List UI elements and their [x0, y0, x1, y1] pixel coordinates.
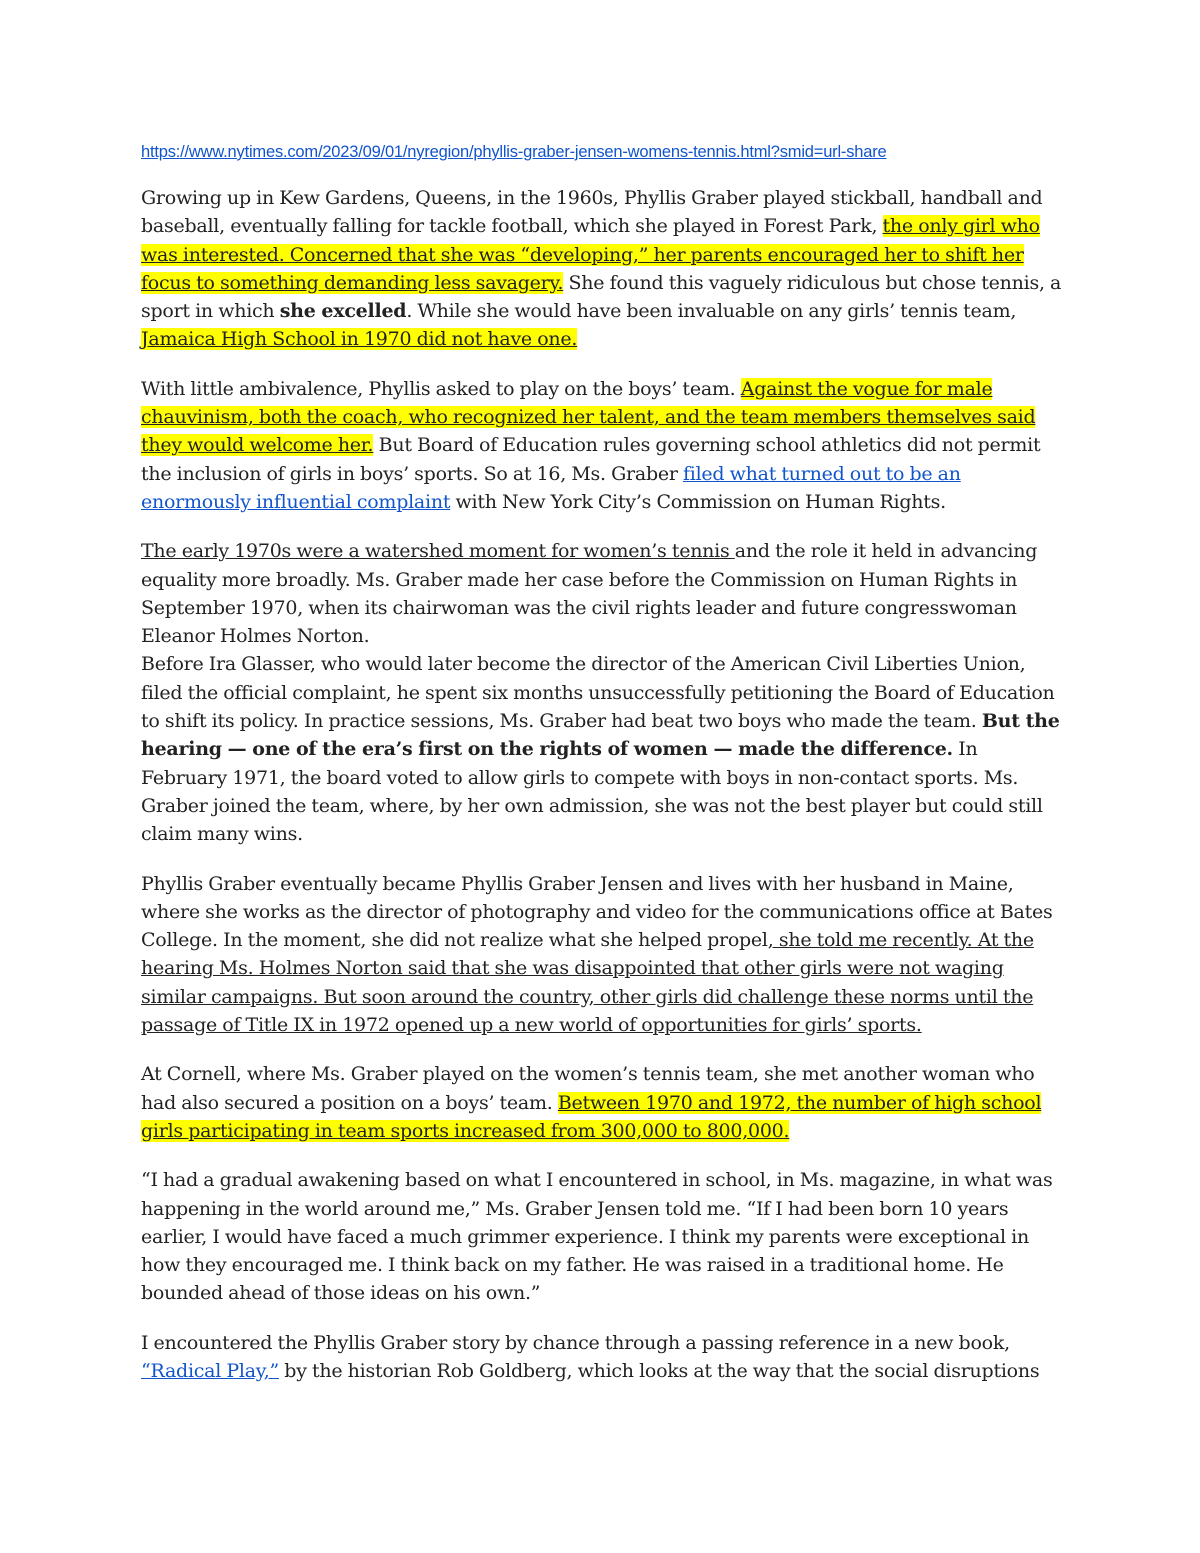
paragraph-2 [141, 375, 1066, 516]
paragraph-7 [141, 1166, 1066, 1307]
paragraph-1 [141, 184, 1066, 354]
document-page [141, 140, 1066, 1406]
radical-play-link[interactable]: “Radical Play,” [141, 1359, 280, 1382]
p4-bold: But the hearing — one of the era’s first on the rights of women — made the difference. [141, 710, 1060, 761]
paragraph-8 [141, 1329, 1066, 1386]
p4-text-b: In February 1971, the board voted to allow girls to compete with boys in non-contact sports. Ms. Graber joined the team, where, by her own admission, she was not the best player but could still claim many wins. [141, 738, 1043, 846]
p1-highlight-2: Jamaica High School in 1970 did not have one. [141, 328, 578, 351]
paragraph-4 [141, 650, 1066, 848]
p7-text-a: “I had a gradual awakening based on what I encountered in school, in Ms. magazine, in what was happening in the world around me,” Ms. Graber Jensen told me. “If I had been born 10 years earlier, I would have faced a much grimmer experience. I think my parents were exceptional in how they encouraged me. I think back on my father. He was raised in a traditional home. He bounded ahead of those ideas on his own.” [141, 1169, 1053, 1305]
p3-underlined: The early 1970s were a watershed moment for women’s tennis [141, 540, 735, 563]
article-url-link[interactable]: https://www.nytimes.com/2023/09/01/nyregion/phyllis-graber-jensen-womens-tennis.html?smid=url-share [141, 143, 887, 161]
paragraph-5 [141, 870, 1066, 1040]
p2-text-b: But Board of Education rules governing school athletics did not permit the inclusion of girls in boys’ sports. So at 16, Ms. Graber [141, 434, 1041, 485]
paragraph-6 [141, 1060, 1066, 1145]
p6-highlight: Between 1970 and 1972, the number of high school girls participating in team sports increased from 300,000 to 800,000. [141, 1091, 1042, 1142]
p2-text-c: with New York City’s Commission on Human Rights. [450, 490, 946, 513]
p1-text-b: She found this vaguely ridiculous but chose tennis, a sport in which [141, 271, 1062, 323]
paragraph-3 [141, 537, 1066, 650]
p3-text-a: and the role it held in advancing equality more broadly. Ms. Graber made her case before the Commission on Human Rights in September 1970, when its chairwoman was the civil rights leader and future congresswoman Eleanor Holmes Norton. [141, 540, 1038, 648]
p6-text-a: At Cornell, where Ms. Graber played on the women’s tennis team, she met another woman who had also secured a position on a boys’ team. [141, 1063, 1035, 1114]
p5-text-a: Phyllis Graber eventually became Phyllis Graber Jensen and lives with her husband in Maine, where she works as the director of photography and video for the communications office at Bates College. In the moment, she did not realize what she helped propel [141, 872, 1053, 952]
p1-text-c: . While she would have been invaluable on any girls’ tennis team, [406, 300, 1017, 323]
p1-highlight-1: the only girl who was interested. Concerned that she was “developing,” her parents encouraged her to shift her focus to something demanding less savagery. [141, 215, 1040, 294]
p8-text-a: I encountered the Phyllis Graber story by chance through a passing reference in a new book, [141, 1331, 1010, 1354]
p2-highlight: Against the vogue for male chauvinism, both the coach, who recognized her talent, and the team members themselves said they would welcome her. [141, 377, 1036, 457]
p2-text-a: With little ambivalence, Phyllis asked to play on the boys’ team. [141, 377, 741, 400]
p5-underlined: , she told me recently. At the hearing Ms. Holmes Norton said that she was disappointed that other girls were not waging similar campaigns. But soon around the country, other girls did challenge these norms until the passage of Title IX in 1972 opened up a new world of opportunities for girls’ sports. [141, 929, 1034, 1037]
complaint-link[interactable]: filed what turned out to be an enormously influential complaint [141, 462, 961, 513]
p1-text-a: Growing up in Kew Gardens, Queens, in the 1960s, Phyllis Graber played stickball, handball and baseball, eventually falling for tackle football, which she played in Forest Park, [141, 187, 1043, 238]
p8-text-b: by the historian Rob Goldberg, which looks at the way that the social disruptions [279, 1359, 1040, 1382]
p1-bold: she excelled [279, 300, 407, 323]
p4-text-a: Before Ira Glasser, who would later become the director of the American Civil Liberties Union, filed the official complaint, he spent six months unsuccessfully petitioning the Board of Education to shift its policy. In practice sessions, Ms. Graber had beat two boys who made the team. [141, 653, 1055, 733]
